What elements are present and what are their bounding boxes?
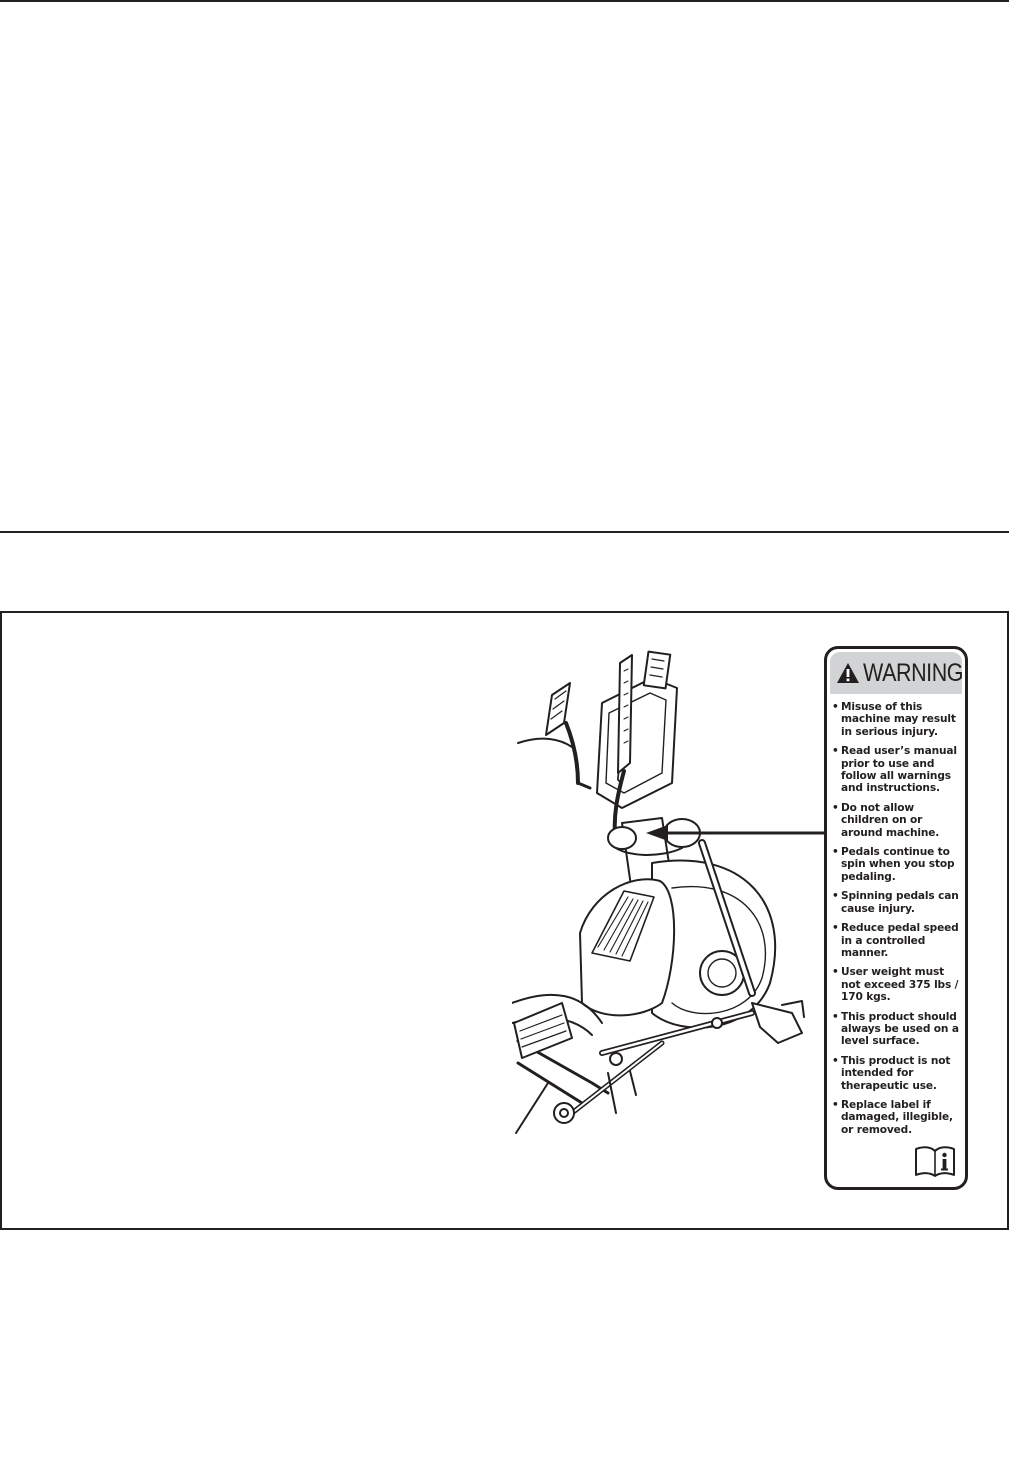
warning-item: • Reduce pedal speed in a controlled manner. xyxy=(829,922,963,959)
warning-item: • Misuse of this machine may result in serious injury. xyxy=(829,701,963,738)
warning-triangle-icon xyxy=(836,662,860,684)
warning-header xyxy=(830,652,962,694)
warning-label xyxy=(824,646,968,1190)
warning-list xyxy=(827,701,965,1136)
section-rule xyxy=(0,531,1009,533)
warning-figure-box xyxy=(0,611,1009,1230)
top-rule xyxy=(0,0,1009,2)
warning-item: • Do not allow children on or around machine. xyxy=(829,802,963,839)
elliptical-machine-illustration xyxy=(512,643,812,1153)
warning-title: WARNING xyxy=(863,658,964,687)
warning-item: • Replace label if damaged, illegible, or removed. xyxy=(829,1099,963,1136)
warning-label-leader-arrow xyxy=(642,803,842,843)
warning-item: • User weight must not exceed 375 lbs / 170 kgs. xyxy=(829,966,963,1003)
warning-item: • Read user’s manual prior to use and follow all warnings and instructions. xyxy=(829,745,963,795)
warning-item: • Pedals continue to spin when you stop pedaling. xyxy=(829,846,963,883)
warning-item: • This product is not intended for therapeutic use. xyxy=(829,1055,963,1092)
read-manual-icon xyxy=(914,1144,956,1178)
warning-item: • Spinning pedals can cause injury. xyxy=(829,890,963,915)
warning-item: • This product should always be used on a level surface. xyxy=(829,1011,963,1048)
